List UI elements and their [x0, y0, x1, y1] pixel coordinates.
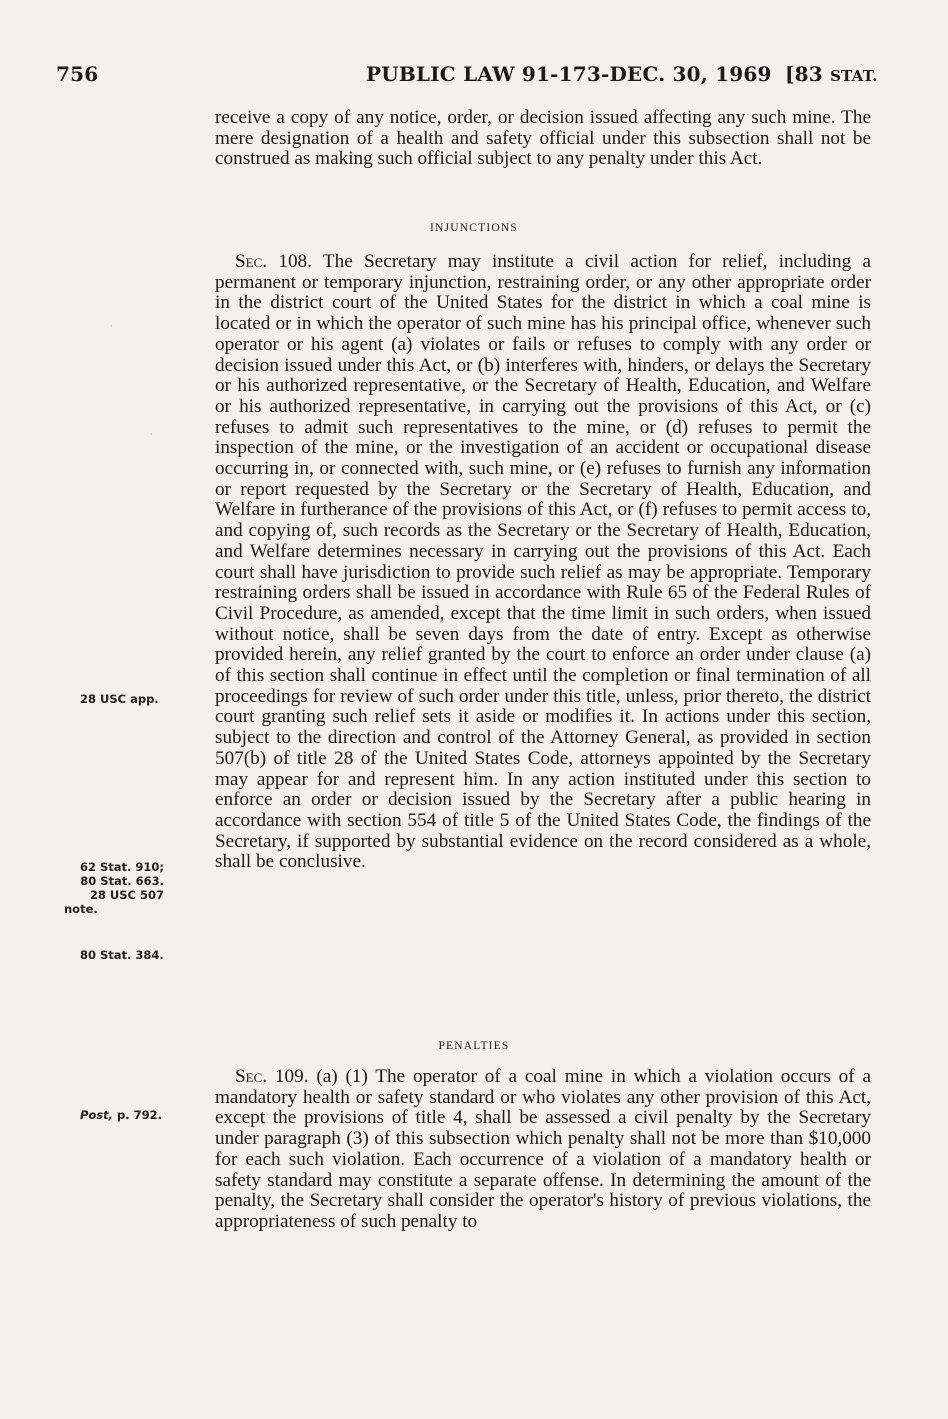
- page-title: PUBLIC LAW 91-173-DEC. 30, 1969: [366, 62, 772, 86]
- section-109-paragraph: [215, 1067, 871, 1233]
- margin-note-line: note.: [64, 902, 98, 916]
- margin-note-usc-app: 28 USC app.: [80, 692, 159, 706]
- margin-note-line: 80 Stat. 663.: [80, 874, 164, 888]
- opening-text: receive a copy of any notice, order, or decision issued affecting any such mine. The mere designation of a health and safety official under this subsection shall not be construed as making such official subject to any penalty under this Act.: [215, 107, 871, 170]
- margin-note-post-page: p. 792.: [113, 1108, 163, 1122]
- opening-paragraph: [215, 108, 871, 170]
- section-heading-penalties: PENALTIES: [438, 1040, 510, 1052]
- margin-note-line: 28 USC 507: [89, 888, 164, 902]
- margin-note-stat-group: [56, 860, 164, 916]
- section-108-text: The Secretary may institute a civil action for relief, including a permanent or temporary injunction, restraining order, or any other appropriate order in the district court of the United States for the district in which a coal mine is located or in which the operator of such mine has his principal office, whenever such operator or his agent (a) violates or fails or refuses to comply with any order or decision issued under this Act, or (b) interferes with, hinders, or delays the Secretary or his authorized representative, or the Secretary of Health, Education, and Welfare or his authorized representative, in carrying out the provisions of this Act, or (c) refuses to admit such representatives to the mine, or (d) refuses to permit the inspection of the mine, or the investigation of an accident or occupational disease occurring in, or connected with, such mine, or (e) refuses to furnish any information or report requested by the Secretary or the Secretary of Health, Education, and Welfare in furtherance of the provisions of this Act, or (f) refuses to permit access to, and copying of, such records as the Secretary or the Secretary of Health, Education, and Welfare determines necessary in carrying out the provisions of this Act. Each court shall have jurisdiction to provide such relief as may be appropriate. Temporary restraining orders shall be issued in accordance with Rule 65 of the Federal Rules of Civil Procedure, as amended, except that the time limit in such orders, when issued without notice, shall be seven days from the date of entry. Except as otherwise provided herein, any relief granted by the court to enforce an order under clause (a) of this section shall continue in effect until the completion or final termination of all proceedings for review of such order under this title, unless, prior thereto, the district court granting such relief sets it aside or modifies it. In actions under this section, subject to the direction and control of the Attorney General, as provided in section 507(b) of title 28 of the United States Code, attorneys appointed by the Secretary may appear for and represent him. In any action instituted under this section to enforce an order or decision issued by the Secretary after a public hearing in accordance with section 554 of title 5 of the United States Code, the findings of the Secretary, if supported by substantial evidence on the record considered as a whole, shall be conclusive.: [215, 251, 871, 873]
- bleed-through-mark: ·: [150, 430, 153, 440]
- section-108-label: Sec. 108.: [235, 251, 312, 272]
- section-108: [215, 252, 871, 873]
- section-109-text: (a) (1) The operator of a coal mine in which a violation occurs of a mandatory health or safety standard or who violates any other provision of this Act, except the provisions of title 4, shall be assessed a civil penalty by the Secretary under paragraph (3) of this subsection which penalty shall not be more than $10,000 for each such violation. Each occurrence of a violation of a mandatory health or safety standard may constitute a separate offense. In determining the amount of the penalty, the Secretary shall consider the operator's history of previous violations, the appropriateness of such penalty to: [215, 1066, 872, 1232]
- volume-citation: [785, 62, 878, 86]
- section-108-paragraph: [215, 252, 871, 873]
- margin-note-post-word: Post,: [80, 1108, 114, 1122]
- margin-note-80-stat-384: 80 Stat. 384.: [80, 948, 164, 962]
- margin-note-line: 62 Stat. 910;: [79, 860, 164, 874]
- volume-bracket: [83: [785, 62, 831, 86]
- section-109: [215, 1067, 871, 1233]
- section-109-label: Sec. 109.: [235, 1066, 309, 1087]
- page-number: 756: [56, 62, 99, 86]
- volume-stat: STAT.: [830, 67, 878, 85]
- section-heading-injunctions: INJUNCTIONS: [430, 222, 518, 234]
- bleed-through-mark: ·: [110, 322, 113, 332]
- margin-note-post: [80, 1108, 205, 1122]
